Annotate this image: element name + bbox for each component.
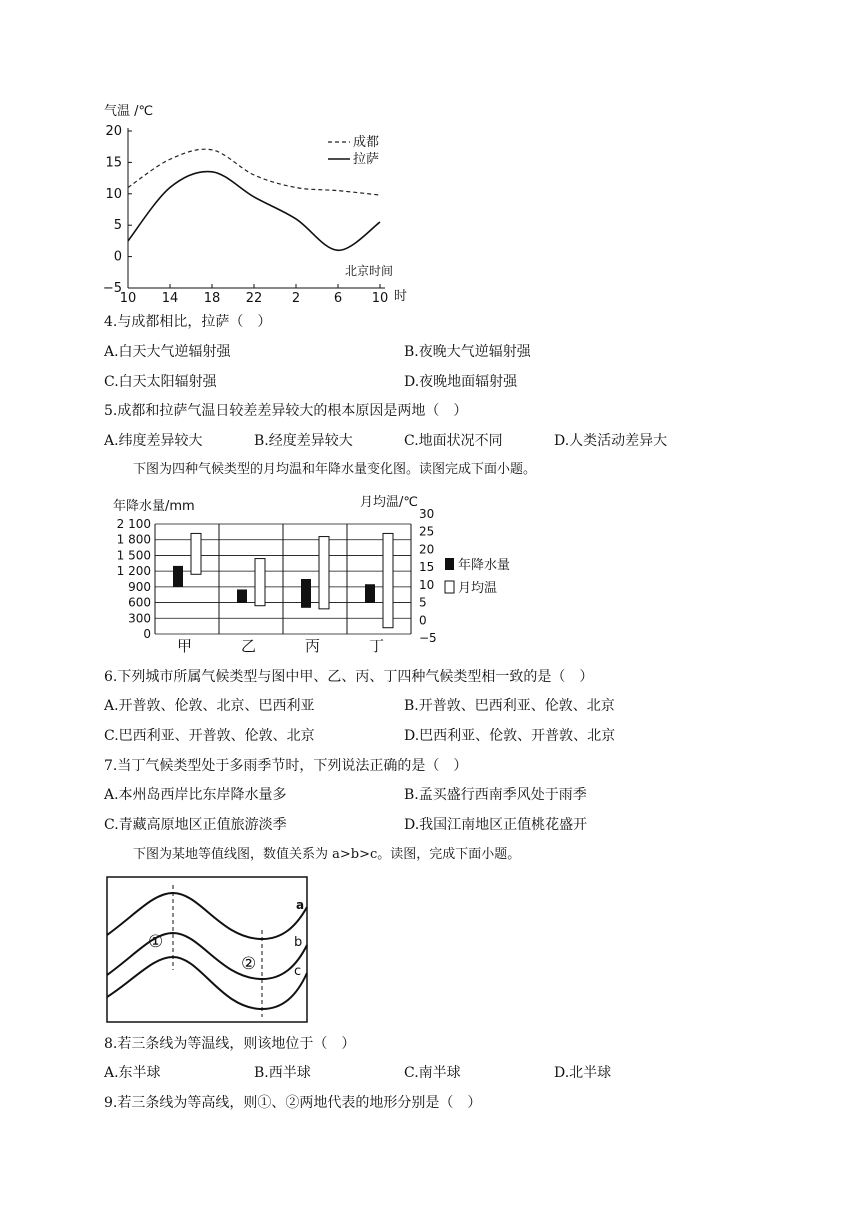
q8-option-a: A.东半球 xyxy=(104,1065,161,1081)
question-6: 6.下列城市所属气候类型与图中甲、乙、丙、丁四种气候类型相一致的是（ ） xyxy=(104,669,594,685)
q5-option-c: C.地面状况不同 xyxy=(404,433,503,449)
chengdu-series-line xyxy=(128,149,380,195)
q6-option-d: D.巴西利亚、伦敦、开普敦、北京 xyxy=(404,728,616,744)
x-axis-label: 北京时间 xyxy=(345,264,394,278)
y2-tick-label: −5 xyxy=(419,631,437,645)
x-axis-unit: 时 xyxy=(394,289,408,304)
temp-bar xyxy=(191,533,201,574)
q5-option-a: A.纬度差异较大 xyxy=(104,433,203,449)
y-axis-label-temp: 月均温/℃ xyxy=(360,495,418,510)
q8-option-c: C.南半球 xyxy=(404,1065,461,1081)
y-tick-label: 900 xyxy=(128,579,151,594)
question-5: 5.成都和拉萨气温日较差差异较大的根本原因是两地（ ） xyxy=(104,403,468,419)
point-label-1: ① xyxy=(148,932,164,952)
y-tick-label: 300 xyxy=(128,611,151,626)
precip-bar xyxy=(173,566,183,587)
q6-option-a: A.开普敦、伦敦、北京、巴西利亚 xyxy=(104,698,315,714)
climate-bar-chart xyxy=(105,490,535,655)
legend-lasa-label: 拉萨 xyxy=(353,152,380,167)
y-axis-label-precip: 年降水量/mm xyxy=(113,499,195,514)
y2-tick-label: 30 xyxy=(419,507,435,521)
y2-tick-label: 10 xyxy=(419,577,435,592)
y-tick-label: 0 xyxy=(113,249,122,265)
y-tick-label: 1 800 xyxy=(116,532,151,547)
y-tick-label: −5 xyxy=(102,281,122,296)
y-tick-label: 15 xyxy=(105,155,122,171)
isoline-label-b: b xyxy=(294,935,303,950)
q5-option-b: B.经度差异较大 xyxy=(254,433,353,449)
y2-tick-label: 0 xyxy=(419,613,427,628)
legend-temp-label: 月均温 xyxy=(458,581,498,596)
intro-isoline-diagram: 下图为某地等值线图，数值关系为 a>b>c。读图，完成下面小题。 xyxy=(133,847,521,862)
q7-option-c: C.青藏高原地区正值旅游淡季 xyxy=(104,817,287,833)
y-tick-label: 1 500 xyxy=(116,548,151,563)
legend-precip-label: 年降水量 xyxy=(458,558,511,573)
question-9: 9.若三条线为等高线，则①、②两地代表的地形分别是（ ） xyxy=(104,1095,482,1111)
q4-option-c: C.白天太阳辐射强 xyxy=(104,374,217,390)
isoline-b xyxy=(107,933,307,979)
isoline-a xyxy=(107,893,307,939)
temp-bar xyxy=(255,559,265,606)
precip-bar xyxy=(365,584,375,602)
lasa-series-line xyxy=(128,172,380,251)
q8-option-b: B.西半球 xyxy=(254,1065,311,1081)
q4-option-d: D.夜晚地面辐射强 xyxy=(404,374,518,390)
y-axis-label: 气温 /℃ xyxy=(104,104,154,119)
y-tick-label: 0 xyxy=(143,627,151,641)
x-tick-label: 10 xyxy=(119,291,137,305)
y2-tick-label: 25 xyxy=(419,524,435,539)
question-8: 8.若三条线为等温线，则该地位于（ ） xyxy=(104,1036,356,1052)
x-tick-label: 6 xyxy=(333,291,343,305)
category-label: 甲 xyxy=(177,637,193,655)
question-7: 7.当丁气候类型处于多雨季节时，下列说法正确的是（ ） xyxy=(104,758,468,774)
precip-bar xyxy=(237,589,247,602)
category-label: 丁 xyxy=(369,637,385,655)
y-tick-label: 20 xyxy=(105,124,122,139)
y2-tick-label: 20 xyxy=(419,542,435,557)
q5-option-d: D.人类活动差异大 xyxy=(554,433,668,449)
legend-precip-swatch xyxy=(445,558,454,570)
x-tick-label: 10 xyxy=(371,291,389,305)
legend-chengdu-label: 成都 xyxy=(353,135,380,150)
isoline-label-a: a xyxy=(296,898,305,912)
q7-option-b: B.孟买盛行西南季风处于雨季 xyxy=(404,787,587,803)
isoline-diagram xyxy=(105,875,310,1025)
y-tick-label: 600 xyxy=(128,595,151,610)
x-tick-label: 22 xyxy=(245,291,263,305)
legend-temp-swatch xyxy=(445,581,454,593)
temperature-line-chart xyxy=(100,100,410,305)
y-tick-label: 1 200 xyxy=(116,564,151,579)
precip-bar xyxy=(301,579,311,608)
y2-tick-label: 5 xyxy=(419,595,427,610)
temp-bar xyxy=(319,537,329,609)
temp-bar xyxy=(383,533,393,627)
x-tick-label: 2 xyxy=(291,291,301,305)
diagram-frame xyxy=(107,877,307,1022)
x-tick-label: 18 xyxy=(203,291,221,305)
question-4: 4.与成都相比，拉萨（ ） xyxy=(104,314,272,330)
point-label-2: ② xyxy=(241,954,257,974)
q4-option-b: B.夜晚大气逆辐射强 xyxy=(404,344,531,360)
q4-option-a: A.白天大气逆辐射强 xyxy=(104,344,231,360)
x-tick-label: 14 xyxy=(161,291,179,305)
q8-option-d: D.北半球 xyxy=(554,1065,612,1081)
y-tick-label: 2 100 xyxy=(116,517,151,531)
y-tick-label: 5 xyxy=(113,218,122,234)
y-tick-label: 10 xyxy=(105,186,122,202)
q7-option-d: D.我国江南地区正值桃花盛开 xyxy=(404,817,588,833)
q7-option-a: A.本州岛西岸比东岸降水量多 xyxy=(104,787,287,803)
isoline-c xyxy=(107,957,307,1009)
category-label: 丙 xyxy=(305,637,321,655)
q6-option-c: C.巴西利亚、开普敦、伦敦、北京 xyxy=(104,728,315,744)
y2-tick-label: 15 xyxy=(419,560,435,575)
intro-climate-chart: 下图为四种气候类型的月均温和年降水量变化图。读图完成下面小题。 xyxy=(133,462,537,477)
category-label: 乙 xyxy=(241,637,257,655)
isoline-label-c: c xyxy=(294,964,302,979)
q6-option-b: B.开普敦、巴西利亚、伦敦、北京 xyxy=(404,698,615,714)
